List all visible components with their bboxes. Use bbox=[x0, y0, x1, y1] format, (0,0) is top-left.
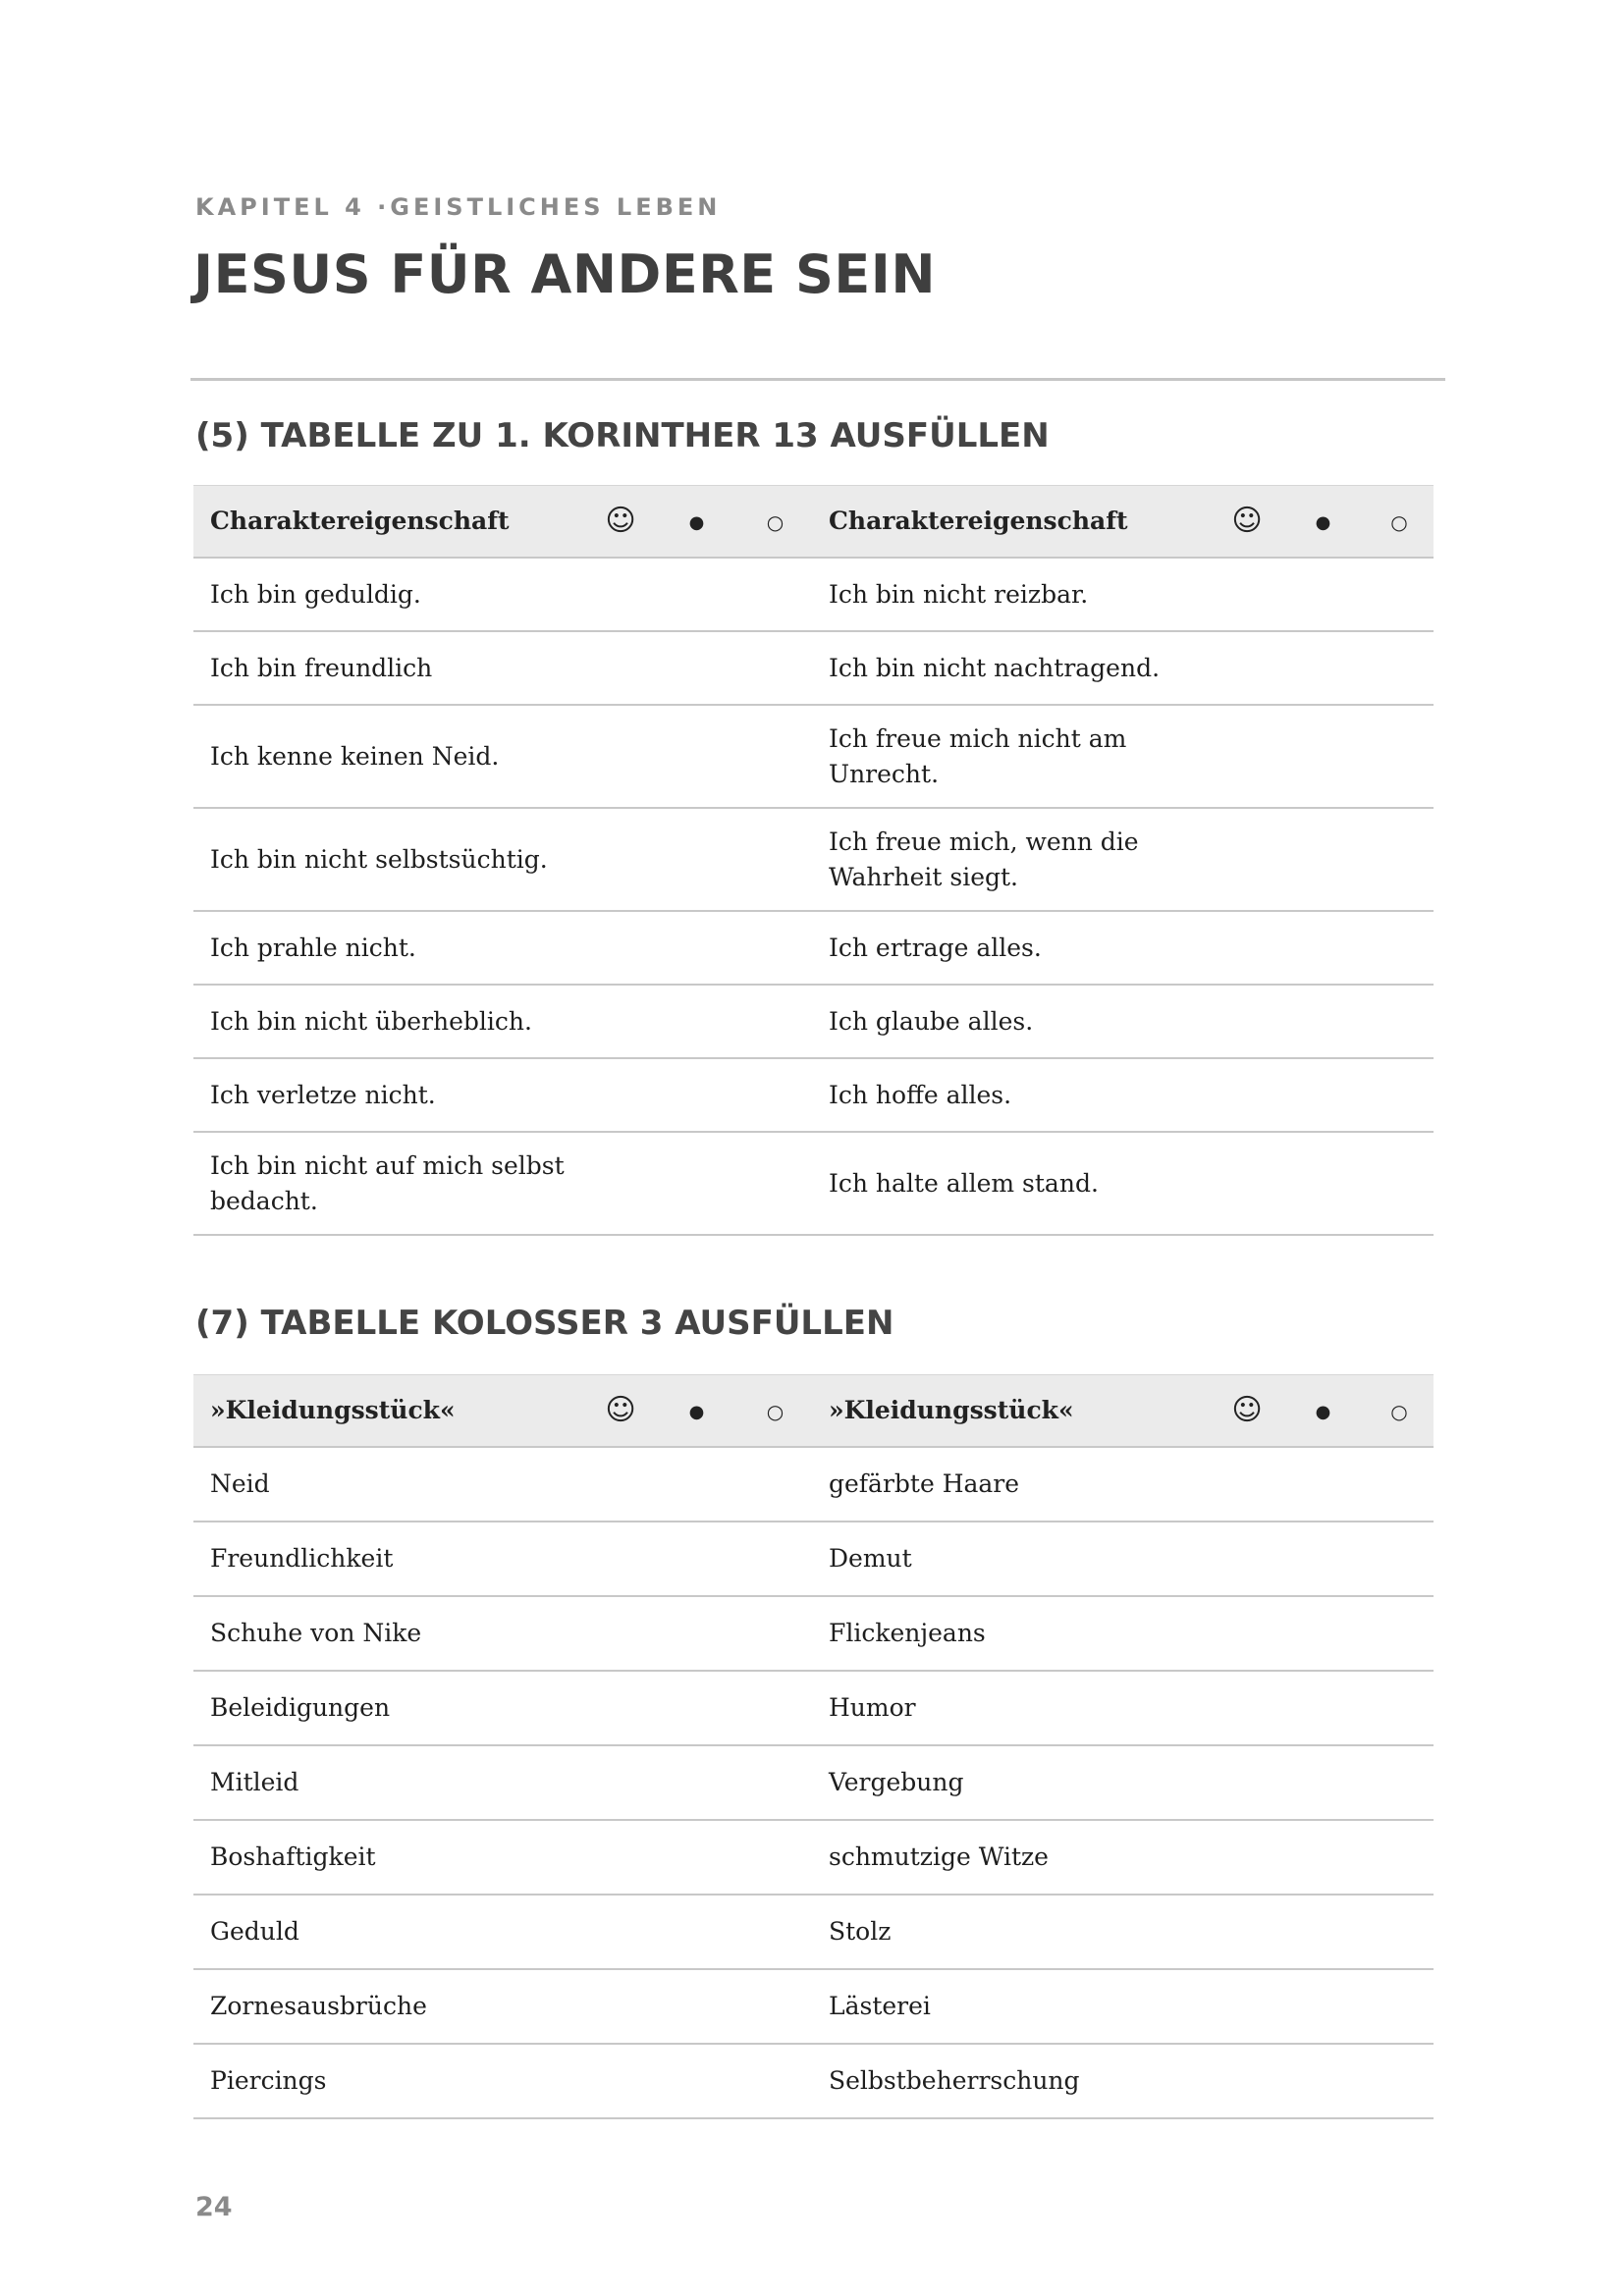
rating-cell[interactable] bbox=[1213, 631, 1281, 705]
trait-cell: Ich freue mich, wenn die Wahrheit siegt. bbox=[812, 808, 1213, 911]
garment-cell: Humor bbox=[812, 1671, 1213, 1745]
rating-cell[interactable] bbox=[655, 1058, 738, 1132]
trait-cell: Ich prahle nicht. bbox=[193, 911, 586, 985]
rating-cell[interactable] bbox=[1365, 705, 1434, 808]
garment-cell: Piercings bbox=[193, 2044, 586, 2118]
garment-cell: Neid bbox=[193, 1447, 586, 1522]
rating-cell[interactable] bbox=[1365, 2044, 1434, 2118]
filled-dot-icon: ● bbox=[655, 1375, 738, 1448]
table-row bbox=[193, 558, 1434, 631]
rating-cell[interactable] bbox=[1365, 631, 1434, 705]
rating-cell[interactable] bbox=[1365, 1447, 1434, 1522]
garment-cell: Lästerei bbox=[812, 1969, 1213, 2044]
rating-cell[interactable] bbox=[655, 2044, 738, 2118]
korinther-table bbox=[193, 485, 1434, 1236]
rating-cell[interactable] bbox=[586, 558, 655, 631]
rating-cell[interactable] bbox=[1365, 808, 1434, 911]
rating-cell[interactable] bbox=[1213, 1895, 1281, 1969]
rating-cell[interactable] bbox=[586, 1745, 655, 1820]
rating-cell[interactable] bbox=[738, 808, 812, 911]
page-number: 24 bbox=[195, 2192, 233, 2222]
table-header-row bbox=[193, 486, 1434, 559]
column-header-trait: Charaktereigenschaft bbox=[812, 486, 1213, 559]
table-row bbox=[193, 1969, 1434, 2044]
rating-cell[interactable] bbox=[738, 1895, 812, 1969]
rating-cell[interactable] bbox=[1365, 1058, 1434, 1132]
rating-cell[interactable] bbox=[586, 1447, 655, 1522]
rating-cell[interactable] bbox=[1213, 1132, 1281, 1235]
rating-cell[interactable] bbox=[738, 1671, 812, 1745]
table-row bbox=[193, 1671, 1434, 1745]
trait-cell: Ich bin freundlich bbox=[193, 631, 586, 705]
rating-cell[interactable] bbox=[738, 1820, 812, 1895]
empty-circle-icon: ○ bbox=[1365, 486, 1434, 559]
rating-cell[interactable] bbox=[1213, 985, 1281, 1058]
rating-cell[interactable] bbox=[1365, 558, 1434, 631]
garment-cell: gefärbte Haare bbox=[812, 1447, 1213, 1522]
rating-cell[interactable] bbox=[1281, 1745, 1365, 1820]
rating-cell[interactable] bbox=[1281, 1969, 1365, 2044]
rating-cell[interactable] bbox=[1365, 1522, 1434, 1596]
rating-cell[interactable] bbox=[586, 808, 655, 911]
rating-cell[interactable] bbox=[655, 1671, 738, 1745]
header-divider bbox=[190, 378, 1445, 381]
rating-cell[interactable] bbox=[1213, 2044, 1281, 2118]
rating-cell[interactable] bbox=[655, 1447, 738, 1522]
garment-cell: Vergebung bbox=[812, 1745, 1213, 1820]
rating-cell[interactable] bbox=[738, 1447, 812, 1522]
garment-cell: Zornesausbrüche bbox=[193, 1969, 586, 2044]
rating-cell[interactable] bbox=[1281, 2044, 1365, 2118]
rating-cell[interactable] bbox=[586, 1895, 655, 1969]
table-row bbox=[193, 2044, 1434, 2118]
smiley-icon: ☺ bbox=[586, 1375, 655, 1448]
rating-cell[interactable] bbox=[738, 1596, 812, 1671]
rating-cell[interactable] bbox=[1281, 1895, 1365, 1969]
rating-cell[interactable] bbox=[1213, 1745, 1281, 1820]
rating-cell[interactable] bbox=[1213, 1671, 1281, 1745]
rating-cell[interactable] bbox=[1365, 1820, 1434, 1895]
rating-cell[interactable] bbox=[655, 1596, 738, 1671]
trait-cell: Ich halte allem stand. bbox=[812, 1132, 1213, 1235]
column-header-garment: »Kleidungsstück« bbox=[812, 1375, 1213, 1448]
rating-cell[interactable] bbox=[738, 1132, 812, 1235]
rating-cell[interactable] bbox=[1281, 1447, 1365, 1522]
trait-cell: Ich verletze nicht. bbox=[193, 1058, 586, 1132]
rating-cell[interactable] bbox=[1281, 631, 1365, 705]
rating-cell[interactable] bbox=[1281, 1522, 1365, 1596]
rating-cell[interactable] bbox=[1213, 1447, 1281, 1522]
rating-cell[interactable] bbox=[1281, 1820, 1365, 1895]
chapter-title: JESUS FÜR ANDERE SEIN bbox=[193, 243, 937, 305]
rating-cell[interactable] bbox=[1281, 1596, 1365, 1671]
rating-cell[interactable] bbox=[586, 2044, 655, 2118]
rating-cell[interactable] bbox=[1365, 1895, 1434, 1969]
empty-circle-icon: ○ bbox=[1365, 1375, 1434, 1448]
empty-circle-icon: ○ bbox=[738, 486, 812, 559]
rating-cell[interactable] bbox=[1281, 1671, 1365, 1745]
rating-cell[interactable] bbox=[655, 1745, 738, 1820]
table-header-row bbox=[193, 1375, 1434, 1448]
garment-cell: Demut bbox=[812, 1522, 1213, 1596]
rating-cell[interactable] bbox=[1281, 1058, 1365, 1132]
rating-cell[interactable] bbox=[1213, 558, 1281, 631]
rating-cell[interactable] bbox=[586, 705, 655, 808]
table-row bbox=[193, 1522, 1434, 1596]
rating-cell[interactable] bbox=[586, 911, 655, 985]
garment-cell: Geduld bbox=[193, 1895, 586, 1969]
rating-cell[interactable] bbox=[738, 1058, 812, 1132]
filled-dot-icon: ● bbox=[655, 486, 738, 559]
table-row bbox=[193, 1058, 1434, 1132]
rating-cell[interactable] bbox=[586, 1522, 655, 1596]
rating-cell[interactable] bbox=[738, 558, 812, 631]
rating-cell[interactable] bbox=[1281, 808, 1365, 911]
rating-cell[interactable] bbox=[1281, 1132, 1365, 1235]
rating-cell[interactable] bbox=[738, 985, 812, 1058]
garment-cell: Boshaftigkeit bbox=[193, 1820, 586, 1895]
garment-cell: Selbstbeherrschung bbox=[812, 2044, 1213, 2118]
rating-cell[interactable] bbox=[586, 1969, 655, 2044]
trait-cell: Ich bin nicht nachtragend. bbox=[812, 631, 1213, 705]
rating-cell[interactable] bbox=[1213, 1058, 1281, 1132]
trait-cell: Ich bin nicht auf mich selbst bedacht. bbox=[193, 1132, 586, 1235]
garment-cell: Mitleid bbox=[193, 1745, 586, 1820]
rating-cell[interactable] bbox=[586, 985, 655, 1058]
rating-cell[interactable] bbox=[1281, 705, 1365, 808]
trait-cell: Ich glaube alles. bbox=[812, 985, 1213, 1058]
rating-cell[interactable] bbox=[1213, 1820, 1281, 1895]
rating-cell[interactable] bbox=[1365, 1132, 1434, 1235]
garment-cell: schmutzige Witze bbox=[812, 1820, 1213, 1895]
rating-cell[interactable] bbox=[655, 1522, 738, 1596]
rating-cell[interactable] bbox=[655, 1969, 738, 2044]
table-row bbox=[193, 1447, 1434, 1522]
rating-cell[interactable] bbox=[1281, 911, 1365, 985]
rating-cell[interactable] bbox=[1213, 808, 1281, 911]
section-7-title: (7) TABELLE KOLOSSER 3 AUSFÜLLEN bbox=[195, 1304, 894, 1343]
table-row bbox=[193, 1132, 1434, 1235]
rating-cell[interactable] bbox=[655, 705, 738, 808]
table-row bbox=[193, 631, 1434, 705]
rating-cell[interactable] bbox=[586, 1596, 655, 1671]
rating-cell[interactable] bbox=[1281, 985, 1365, 1058]
trait-cell: Ich bin nicht überheblich. bbox=[193, 985, 586, 1058]
rating-cell[interactable] bbox=[738, 705, 812, 808]
rating-cell[interactable] bbox=[655, 911, 738, 985]
table-row bbox=[193, 1895, 1434, 1969]
garment-cell: Freundlichkeit bbox=[193, 1522, 586, 1596]
rating-cell[interactable] bbox=[1213, 1969, 1281, 2044]
trait-cell: Ich kenne keinen Neid. bbox=[193, 705, 586, 808]
rating-cell[interactable] bbox=[655, 1132, 738, 1235]
rating-cell[interactable] bbox=[1365, 1969, 1434, 2044]
rating-cell[interactable] bbox=[1213, 1522, 1281, 1596]
rating-cell[interactable] bbox=[655, 985, 738, 1058]
table-row bbox=[193, 1596, 1434, 1671]
rating-cell[interactable] bbox=[655, 558, 738, 631]
table-row bbox=[193, 911, 1434, 985]
trait-cell: Ich ertrage alles. bbox=[812, 911, 1213, 985]
garment-cell: Stolz bbox=[812, 1895, 1213, 1969]
rating-cell[interactable] bbox=[738, 1969, 812, 2044]
rating-cell[interactable] bbox=[1365, 1745, 1434, 1820]
rating-cell[interactable] bbox=[1213, 1596, 1281, 1671]
table-row bbox=[193, 1745, 1434, 1820]
rating-cell[interactable] bbox=[738, 2044, 812, 2118]
rating-cell[interactable] bbox=[586, 631, 655, 705]
rating-cell[interactable] bbox=[1365, 985, 1434, 1058]
garment-cell: Schuhe von Nike bbox=[193, 1596, 586, 1671]
section-5-title: (5) TABELLE ZU 1. KORINTHER 13 AUSFÜLLEN bbox=[195, 416, 1050, 455]
trait-cell: Ich bin nicht reizbar. bbox=[812, 558, 1213, 631]
garment-cell: Flickenjeans bbox=[812, 1596, 1213, 1671]
rating-cell[interactable] bbox=[655, 1820, 738, 1895]
table-row bbox=[193, 808, 1434, 911]
chapter-kicker: KAPITEL 4 ·GEISTLICHES LEBEN bbox=[195, 193, 722, 221]
rating-cell[interactable] bbox=[655, 808, 738, 911]
rating-cell[interactable] bbox=[1213, 705, 1281, 808]
kolosser-table bbox=[193, 1374, 1434, 2119]
smiley-icon: ☺ bbox=[1213, 1375, 1281, 1448]
trait-cell: Ich bin nicht selbstsüchtig. bbox=[193, 808, 586, 911]
rating-cell[interactable] bbox=[586, 1671, 655, 1745]
rating-cell[interactable] bbox=[738, 631, 812, 705]
filled-dot-icon: ● bbox=[1281, 1375, 1365, 1448]
filled-dot-icon: ● bbox=[1281, 486, 1365, 559]
rating-cell[interactable] bbox=[1213, 911, 1281, 985]
rating-cell[interactable] bbox=[738, 1745, 812, 1820]
smiley-icon: ☺ bbox=[586, 486, 655, 559]
rating-cell[interactable] bbox=[1365, 911, 1434, 985]
trait-cell: Ich freue mich nicht am Unrecht. bbox=[812, 705, 1213, 808]
rating-cell[interactable] bbox=[655, 631, 738, 705]
smiley-icon: ☺ bbox=[1213, 486, 1281, 559]
table-row bbox=[193, 1820, 1434, 1895]
garment-cell: Beleidigungen bbox=[193, 1671, 586, 1745]
column-header-trait: Charaktereigenschaft bbox=[193, 486, 586, 559]
table-row bbox=[193, 985, 1434, 1058]
rating-cell[interactable] bbox=[1281, 558, 1365, 631]
table-row bbox=[193, 705, 1434, 808]
rating-cell[interactable] bbox=[586, 1132, 655, 1235]
rating-cell[interactable] bbox=[1365, 1671, 1434, 1745]
rating-cell[interactable] bbox=[655, 1895, 738, 1969]
rating-cell[interactable] bbox=[738, 1522, 812, 1596]
rating-cell[interactable] bbox=[586, 1820, 655, 1895]
rating-cell[interactable] bbox=[738, 911, 812, 985]
column-header-garment: »Kleidungsstück« bbox=[193, 1375, 586, 1448]
rating-cell[interactable] bbox=[1365, 1596, 1434, 1671]
rating-cell[interactable] bbox=[586, 1058, 655, 1132]
trait-cell: Ich hoffe alles. bbox=[812, 1058, 1213, 1132]
trait-cell: Ich bin geduldig. bbox=[193, 558, 586, 631]
empty-circle-icon: ○ bbox=[738, 1375, 812, 1448]
